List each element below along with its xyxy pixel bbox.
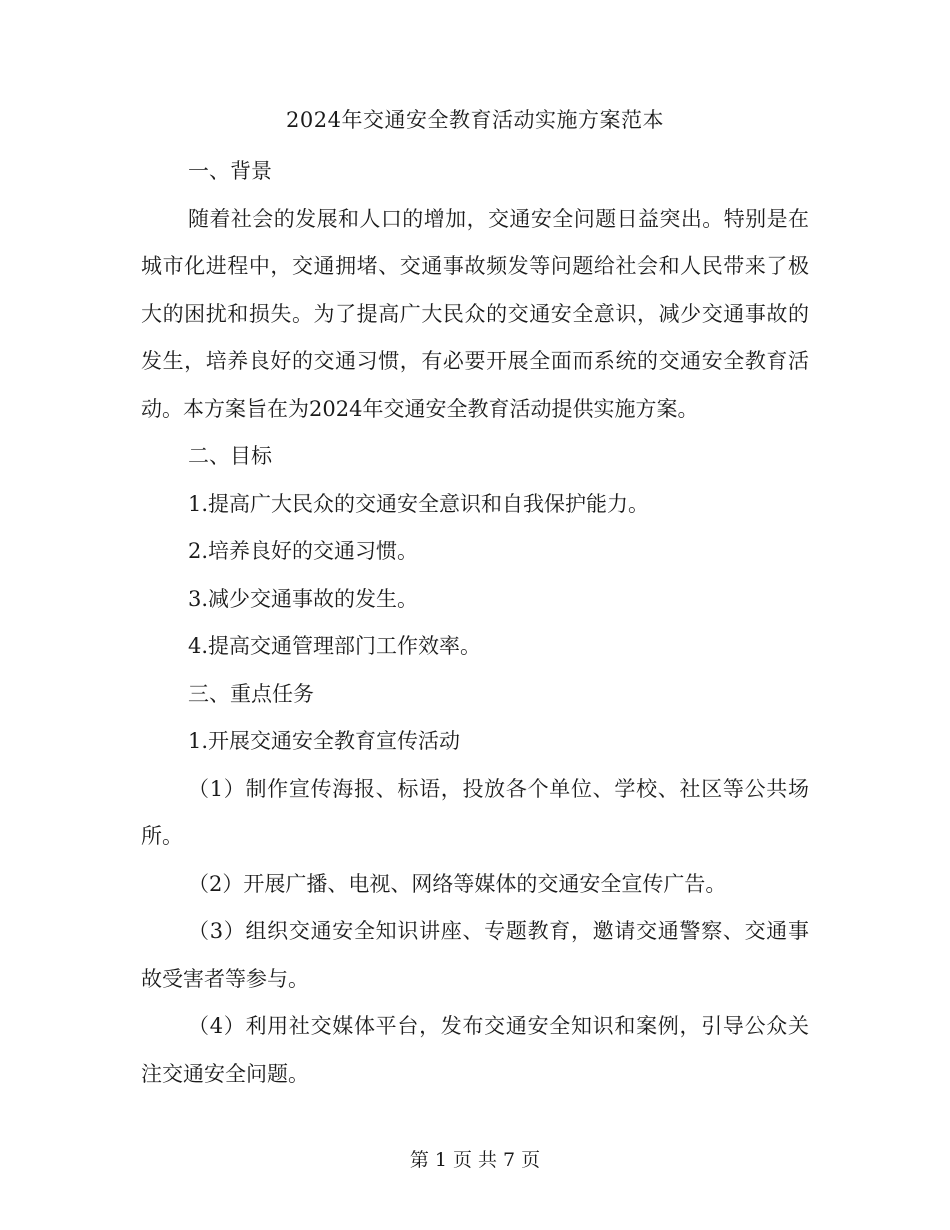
goal-item-1: 1.提高广大民众的交通安全意识和自我保护能力。 <box>188 491 650 516</box>
task-subitem-2: （2）开展广播、电视、网络等媒体的交通安全宣传广告。 <box>188 871 727 896</box>
section-heading-background: 一、背景 <box>188 159 272 183</box>
task-heading-1: 1.开展交通安全教育宣传活动 <box>188 729 461 753</box>
page-footer: 第 1 页 共 7 页 <box>409 1149 541 1171</box>
goal-item-4: 4.提高交通管理部门工作效率。 <box>188 634 482 658</box>
goal-item-3: 3.减少交通事故的发生。 <box>188 586 419 611</box>
document-body <box>141 148 809 1098</box>
background-paragraph: 随着社会的发展和人口的增加，交通安全问题日益突出。特别是在城市化进程中，交通拥堵、交通事故频发等问题给社会和人民带来了极大的困扰和损失。为了提高广大民众的交通安全意识，减少交通事故的发生，培养良好的交通习惯，有必要开展全面而系统的交通安全教育活动。本方案旨在为2024年交通安全教育活动提供实施方案。 <box>141 206 809 421</box>
section-heading-tasks: 三、重点任务 <box>188 681 314 706</box>
task-subitem-1: （1）制作宣传海报、标语，投放各个单位、学校、社区等公共场所。 <box>141 776 809 848</box>
task-subitem-3: （3）组织交通安全知识讲座、专题教育，邀请交通警察、交通事故受害者等参与。 <box>141 919 809 991</box>
section-heading-goals: 二、目标 <box>188 444 272 468</box>
task-subitem-4: （4）利用社交媒体平台，发布交通安全知识和案例，引导公众关注交通安全问题。 <box>141 1014 809 1086</box>
document-title: 2024年交通安全教育活动实施方案范本 <box>286 108 664 132</box>
goal-item-2: 2.培养良好的交通习惯。 <box>188 539 419 563</box>
